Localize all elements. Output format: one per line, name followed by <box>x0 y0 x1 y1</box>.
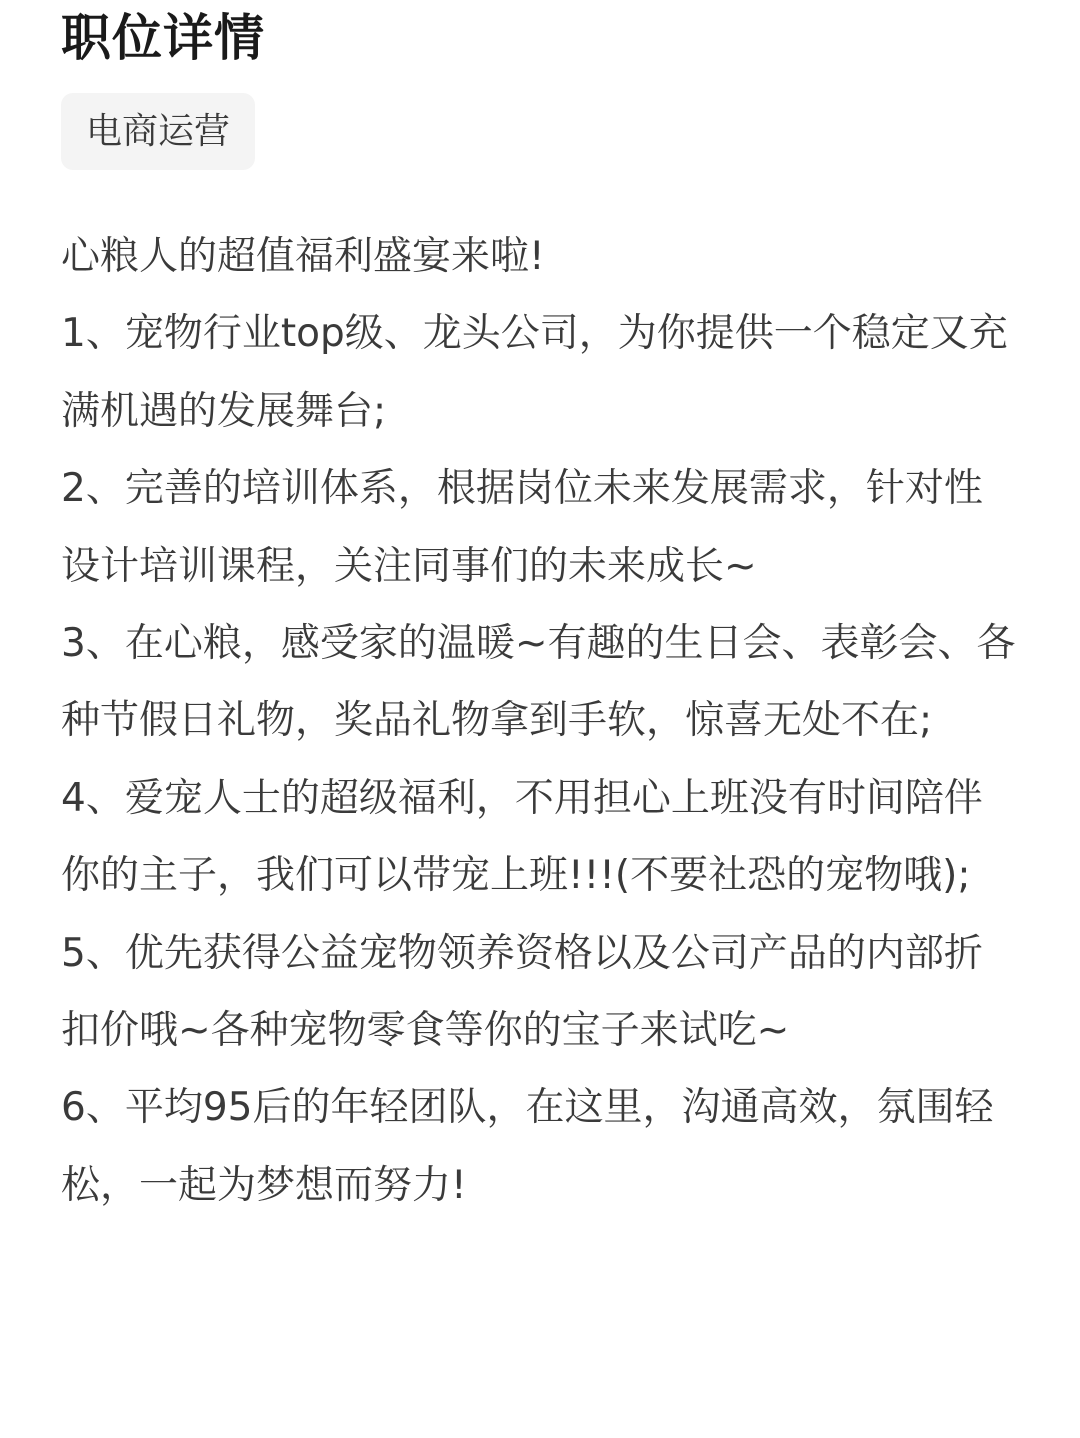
benefit-item-5: 5、优先获得公益宠物领养资格以及公司产品的内部折扣价哦~各种宠物零食等你的宝子来试吃~ <box>61 930 983 1054</box>
benefit-item-3: 3、在心粮，感受家的温暖~有趣的生日会、表彰会、各种节假日礼物，奖品礼物拿到手软，惊喜无处不在; <box>61 621 1016 744</box>
page-title: 职位详情 <box>61 9 265 67</box>
job-description <box>61 218 1021 1224</box>
benefit-item-4: 4、爱宠人士的超级福利，不用担心上班没有时间陪伴你的主子，我们可以带宠上班!!!(不要社恐的宠物哦); <box>61 775 983 899</box>
job-category-tag[interactable]: 电商运营 <box>61 93 255 170</box>
benefit-item-6: 6、平均95后的年轻团队，在这里，沟通高效，氛围轻松，一起为梦想而努力! <box>61 1085 994 1208</box>
job-detail-page <box>61 0 1021 1224</box>
benefit-item-2: 2、完善的培训体系，根据岗位未来发展需求，针对性设计培训课程，关注同事们的未来成长~ <box>61 466 983 589</box>
benefit-item-1: 1、宠物行业top级、龙头公司，为你提供一个稳定又充满机遇的发展舞台; <box>61 311 1008 434</box>
description-intro: 心粮人的超值福利盛宴来啦! <box>61 234 545 279</box>
